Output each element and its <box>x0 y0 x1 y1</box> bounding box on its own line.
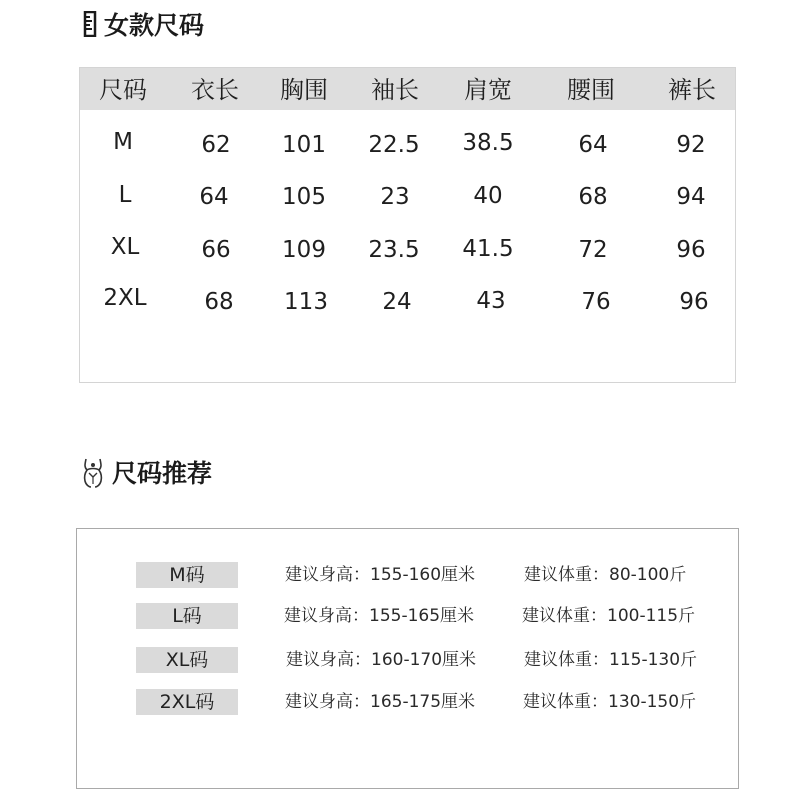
ruler-icon <box>82 11 98 37</box>
size-recommendation-title: 尺码推荐 <box>112 459 213 488</box>
table-cell-pants: 94 <box>676 184 706 210</box>
table-cell-size: L <box>118 182 132 208</box>
table-cell-waist: 76 <box>581 289 611 315</box>
table-cell-bust: 105 <box>282 184 326 210</box>
header-sleeve: 袖长 <box>371 76 419 104</box>
weight-recommendation: 建议体重：130-150斤 <box>523 692 697 712</box>
table-cell-shoulder: 41.5 <box>462 236 514 262</box>
table-cell-size: XL <box>110 234 140 260</box>
table-cell-length: 66 <box>201 237 231 263</box>
height-recommendation: 建议身高：160-170厘米 <box>286 650 477 670</box>
table-cell-sleeve: 24 <box>382 289 412 315</box>
table-cell-length: 68 <box>204 289 234 315</box>
table-cell-bust: 109 <box>282 237 326 263</box>
recommendation-row <box>77 562 738 588</box>
table-cell-waist: 72 <box>578 237 608 263</box>
header-bust: 胸围 <box>280 76 328 104</box>
table-cell-pants: 92 <box>676 132 706 158</box>
recommendation-row <box>77 647 738 673</box>
height-recommendation: 建议身高：165-175厘米 <box>285 692 476 712</box>
size-tag: XL码 <box>136 647 238 673</box>
size-tag: M码 <box>136 562 238 588</box>
table-cell-size: M <box>113 129 133 155</box>
size-recommendation-heading <box>80 452 212 492</box>
header-shoulder: 肩宽 <box>464 76 512 104</box>
size-tag: 2XL码 <box>136 689 238 715</box>
table-cell-sleeve: 23.5 <box>368 237 420 263</box>
table-cell-pants: 96 <box>679 289 709 315</box>
recommendation-row <box>77 689 738 715</box>
header-pants: 裤长 <box>668 76 716 104</box>
size-tag: L码 <box>136 603 238 629</box>
table-cell-size: 2XL <box>103 285 147 311</box>
table-cell-length: 64 <box>199 184 229 210</box>
table-cell-bust: 113 <box>284 289 328 315</box>
weight-recommendation: 建议体重：100-115斤 <box>522 606 696 626</box>
size-recommendation-box <box>76 528 739 789</box>
header-size: 尺码 <box>99 76 147 104</box>
size-table <box>79 67 736 383</box>
table-cell-shoulder: 43 <box>476 288 506 314</box>
table-cell-waist: 68 <box>578 184 608 210</box>
header-waist: 腰围 <box>567 76 615 104</box>
height-recommendation: 建议身高：155-165厘米 <box>284 606 475 626</box>
table-cell-bust: 101 <box>282 132 326 158</box>
body-figure-icon <box>80 456 106 488</box>
table-cell-pants: 96 <box>676 237 706 263</box>
table-cell-waist: 64 <box>578 132 608 158</box>
table-cell-sleeve: 23 <box>380 184 410 210</box>
table-cell-shoulder: 40 <box>473 183 503 209</box>
size-table-header <box>80 68 735 110</box>
header-length: 衣长 <box>191 76 239 104</box>
table-cell-length: 62 <box>201 132 231 158</box>
table-cell-sleeve: 22.5 <box>368 132 420 158</box>
height-recommendation: 建议身高：155-160厘米 <box>285 565 476 585</box>
size-chart-heading <box>82 4 204 44</box>
size-chart-title: 女款尺码 <box>104 11 205 40</box>
weight-recommendation: 建议体重：115-130斤 <box>524 650 698 670</box>
recommendation-row <box>77 603 738 629</box>
weight-recommendation: 建议体重：80-100斤 <box>524 565 687 585</box>
table-cell-shoulder: 38.5 <box>462 130 514 156</box>
